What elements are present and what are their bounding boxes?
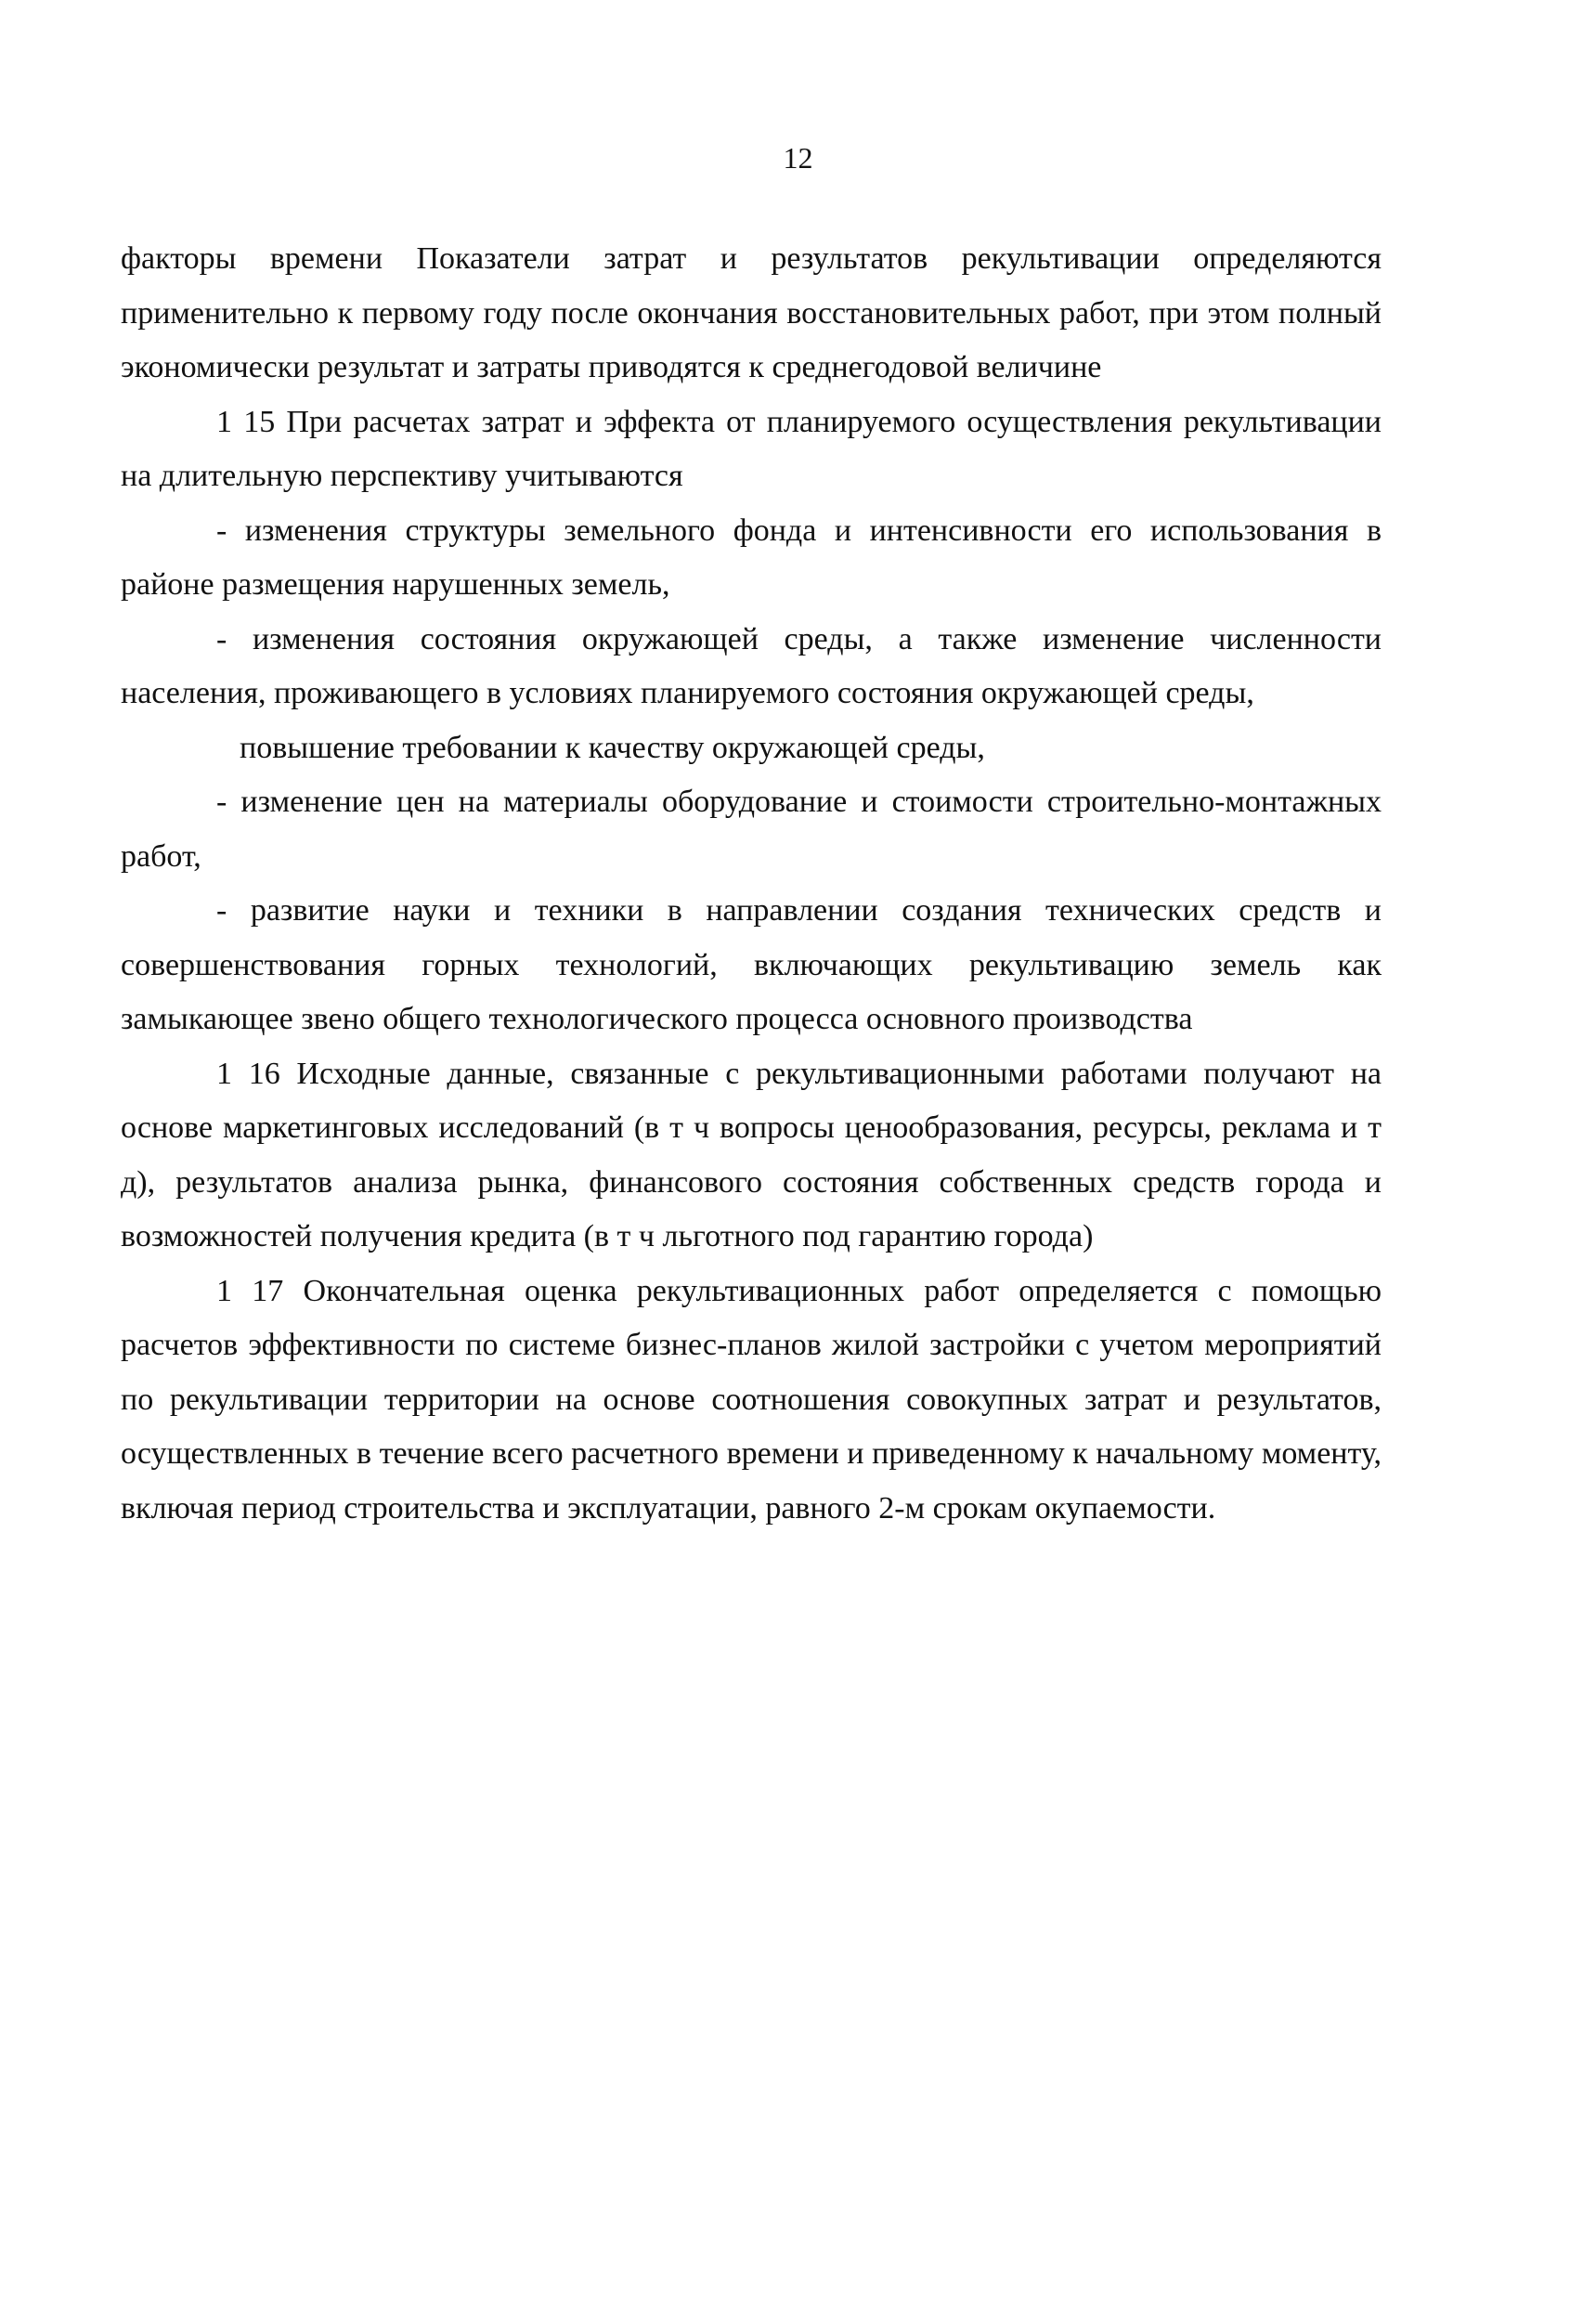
- list-item-environment: - изменения состояния окружающей среды, а также изменение численности населения, проживающего в условиях планируемого состояния окружающей среды,: [121, 621, 1382, 710]
- list-item-land-fund: - изменения структуры земельного фонда и интенсивности его использования в районе размещения нарушенных земель,: [121, 513, 1382, 602]
- paragraph-1-15: 1 15 При расчетах затрат и эффекта от планируемого осуществления рекультивации на длительную перспективу учитываются: [121, 404, 1382, 493]
- page-number: 12: [783, 141, 813, 175]
- paragraph-time-factors: факторы времени Показатели затрат и результатов рекультивации определяются применительно к первому году после окончания восстановительных работ, при этом полный экономически результат и затраты приводятся к среднегодовой величине: [121, 241, 1382, 384]
- list-item-science: - развитие науки и техники в направлении создания технических средств и совершенствования горных технологий, включающих рекультивацию земель как замыкающее звено общего технологического процесса основного производства: [121, 893, 1382, 1036]
- list-item-requirements: повышение требовании к качеству окружающей среды,: [240, 730, 985, 765]
- document-body: [121, 232, 1382, 1536]
- paragraph-1-16: 1 16 Исходные данные, связанные с рекультивационными работами получают на основе маркетинговых исследований (в т ч вопросы ценообразования, ресурсы, реклама и т д), результатов анализа рынка, финансового состояния собственных средств города и возможностей получения кредита (в т ч льготного под гарантию города): [121, 1056, 1382, 1253]
- list-item-prices: - изменение цен на материалы оборудование и стоимости строительно-монтажных работ,: [121, 785, 1382, 874]
- paragraph-1-17: 1 17 Окончательная оценка рекультивационных работ определяется с помощью расчетов эффективности по системе бизнес-планов жилой застройки с учетом мероприятий по рекультивации территории на основе соотношения совокупных затрат и результатов, осуществленных в течение всего расчетного времени и приведенному к начальному моменту, включая период строительства и эксплуатации, равного 2-м срокам окупаемости.: [121, 1273, 1382, 1526]
